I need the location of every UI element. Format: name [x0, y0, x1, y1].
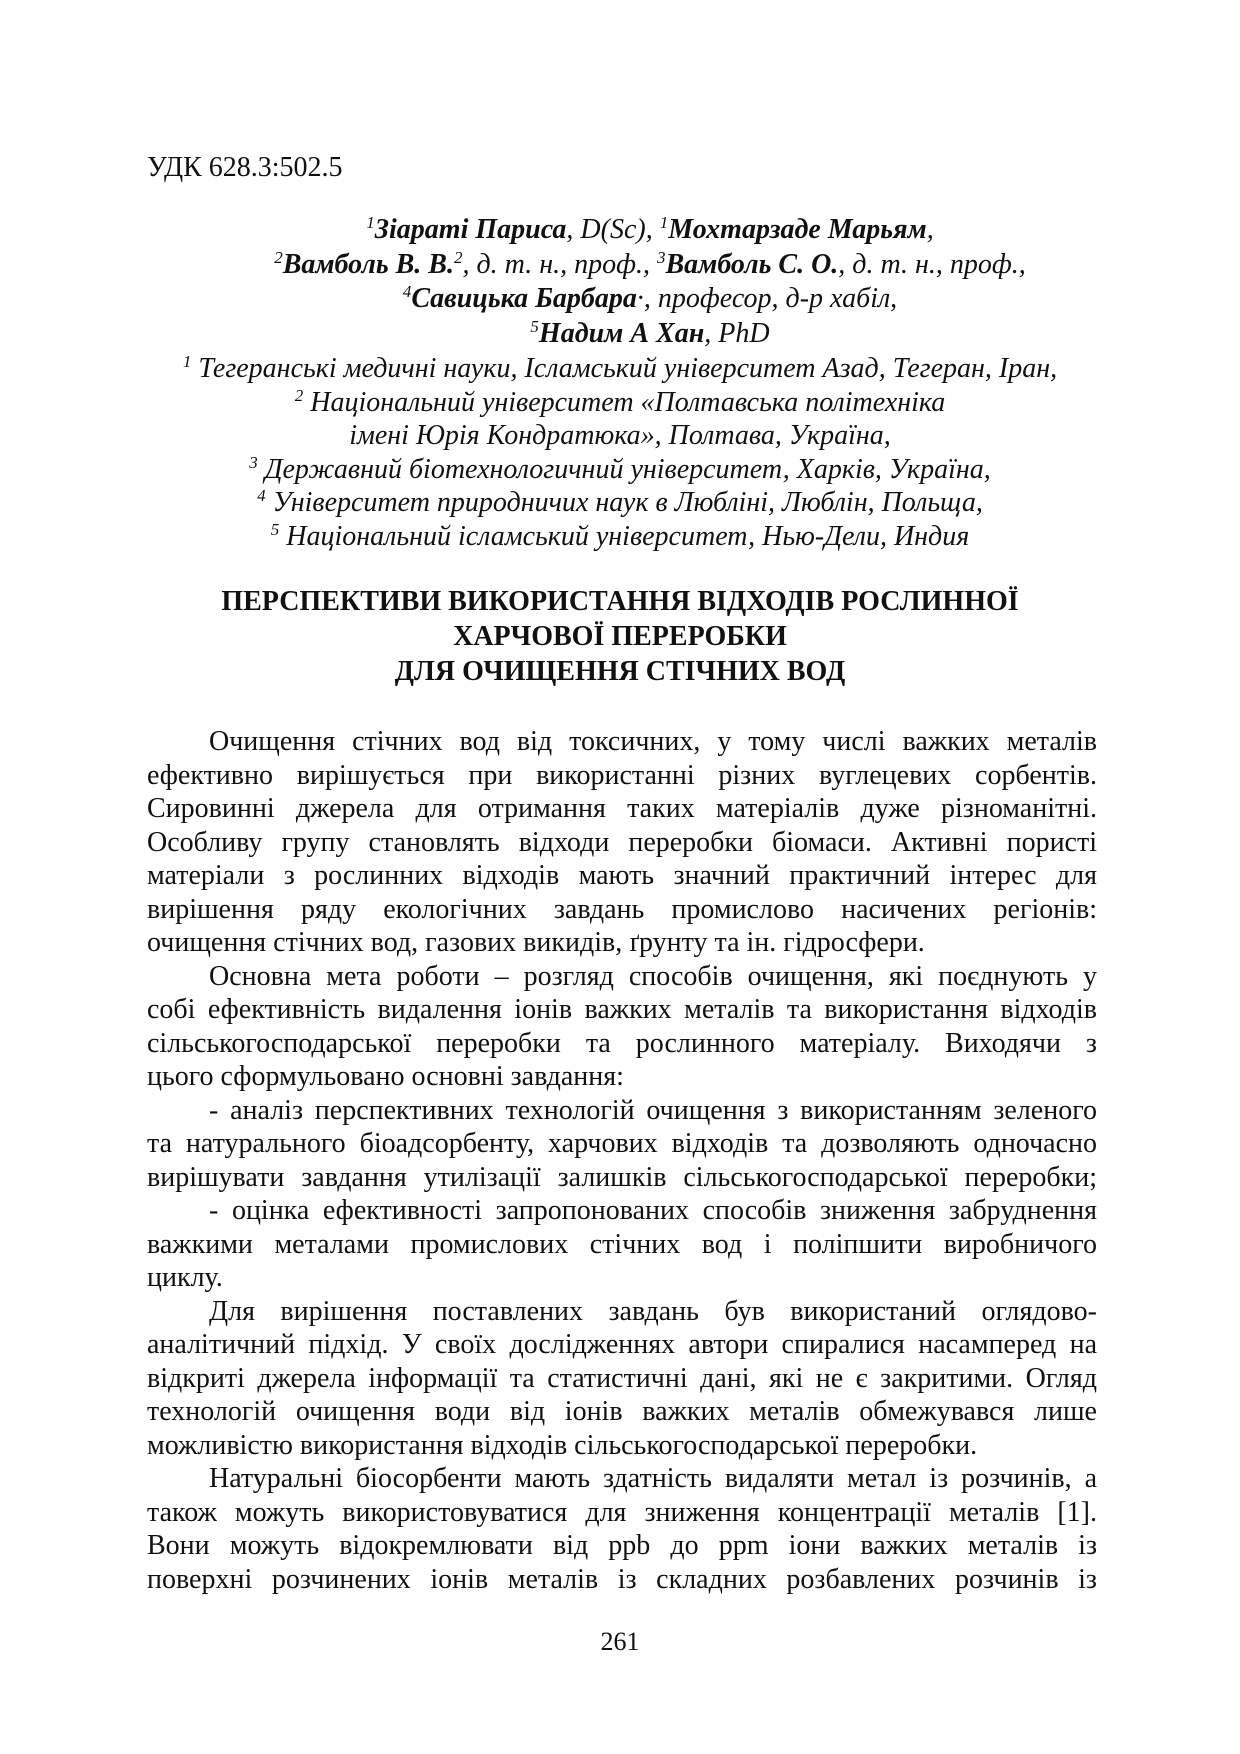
author-degree: ·, професор, д-р хабіл,	[636, 283, 898, 314]
text-line: циклу.	[147, 1262, 223, 1293]
affiliation-marker: 3	[249, 452, 258, 472]
author-name: Надим А Хан	[538, 317, 705, 349]
author-name: Зіараті Париса	[374, 214, 567, 245]
text-line: вирішувати завдання утилізації залишків сільськогосподарської переробки;	[147, 1161, 1097, 1193]
affiliation-line	[0, 453, 1240, 487]
text-line: Основна мета роботи – розгляд способів очищення, які поєднують у	[209, 960, 1097, 992]
text-line: можливістю використання відходів сільськогосподарської переробки.	[147, 1429, 978, 1461]
text-line: цього сформульовано основні завдання:	[147, 1061, 624, 1092]
text-line: Очищення стічних вод від токсичних, у тому числі важких металів	[209, 726, 1097, 757]
text-line: Особливу групу становлять відходи переробки біомаси. Активні пористі	[147, 826, 1097, 858]
affiliation-text: Університет природничих наук в Любліні, Люблін, Польща,	[265, 487, 983, 519]
affiliation-marker: 1	[366, 213, 375, 232]
text-line: відкриті джерела інформації та статистичні дані, які не є закритими. Огляд	[147, 1362, 1097, 1394]
text-line: Для вирішення поставлених завдань був використаний оглядово-	[209, 1295, 1097, 1327]
text-line: Натуральні біосорбенти мають здатність видаляти метал із розчинів, а	[209, 1463, 1097, 1494]
paragraph	[147, 1094, 1097, 1195]
affiliation-line	[0, 520, 1240, 554]
affiliation-marker: 4	[257, 486, 266, 506]
affiliation-marker: 4	[402, 282, 412, 301]
paragraph	[147, 960, 1097, 1094]
author-name: Вамболь В. В.	[282, 248, 454, 280]
affiliation-line	[0, 419, 1240, 453]
affiliation-marker: 2	[294, 385, 304, 405]
author-line	[60, 282, 1240, 317]
author-line	[60, 317, 1240, 352]
affiliation-marker: 5	[270, 519, 280, 539]
text-line: поверхні розчинених іонів металів із складних розбавлених розчинів із	[147, 1563, 1097, 1595]
text-line: матеріали з рослинних відходів мають значний практичний інтерес для	[147, 860, 1097, 891]
article-body	[147, 725, 1097, 1596]
udc-code: УДК 628.3:502.5	[147, 152, 343, 183]
text-line: також можуть використовуватися для зниження концентрації металів [1].	[147, 1496, 1097, 1528]
author-degree: , д. т. н., проф.,	[838, 248, 1026, 280]
affiliation-marker: 2	[274, 247, 283, 267]
text-line: вирішення ряду екологічних завдань промислово насичених регіонів:	[147, 893, 1097, 925]
paragraph	[147, 1194, 1097, 1295]
text-line: аналітичний підхід. У своїх дослідженнях автори спиралися насамперед на	[147, 1329, 1097, 1360]
affiliation-text: Тегеранські медичні науки, Ісламський університет Азад, Тегеран, Іран,	[191, 353, 1058, 384]
author-line	[60, 213, 1240, 248]
text-line: технологій очищення води від іонів важких металів обмежувався лише	[147, 1396, 1097, 1427]
author-line	[60, 248, 1240, 283]
affiliation-list	[0, 352, 1240, 554]
article-title	[0, 584, 1240, 689]
affiliation-marker: 1	[182, 352, 192, 371]
affiliation-line	[0, 486, 1240, 520]
affiliation-marker: 2	[453, 247, 463, 267]
affiliation-text: Державний біотехнологичний університет, Харків, Україна,	[257, 453, 991, 485]
affiliation-line	[0, 352, 1240, 386]
affiliation-text: Національний університет «Полтавська політехніка	[303, 386, 946, 418]
paragraph	[147, 1462, 1097, 1596]
text-line: Сировинні джерела для отримання таких матеріалів дуже різноманітні.	[147, 793, 1097, 824]
author-name: Вамболь С. О.	[665, 248, 839, 280]
author-degree: , д. т. н., проф.,	[462, 248, 657, 280]
author-list	[60, 213, 1240, 351]
text-line: та натурального біоадсорбенту, харчових відходів та дозволяють одночасно	[147, 1128, 1097, 1159]
affiliation-marker: 3	[656, 247, 666, 267]
author-degree: , PhD	[704, 317, 770, 349]
text-line: собі ефективність видалення іонів важких металів та використання відходів	[147, 994, 1097, 1025]
text-line: - аналіз перспективних технологій очищення з використанням зеленого	[209, 1094, 1097, 1126]
text-line: Вони можуть відокремлювати від ppb до ppm іони важких металів із	[147, 1530, 1097, 1561]
title-line: ДЛЯ ОЧИЩЕННЯ СТІЧНИХ ВОД	[394, 656, 846, 687]
paragraph	[147, 725, 1097, 960]
affiliation-text: імені Юрія Кондратюка», Полтава, Україна,	[349, 420, 891, 452]
page-number: 261	[600, 1627, 640, 1656]
affiliation-text: Національний ісламський університет, Нью-Дели, Индия	[279, 520, 970, 552]
author-name: Савицька Барбара	[411, 283, 637, 314]
text-line: очищення стічних вод, газових викидів, ґрунту та ін. гідросфери.	[147, 927, 925, 958]
title-line: ПЕРСПЕКТИВИ ВИКОРИСТАННЯ ВІДХОДІВ РОСЛИННОЇ	[221, 586, 1019, 617]
affiliation-line	[0, 386, 1240, 420]
author-degree: ,	[926, 214, 934, 245]
author-degree: , D(Sc),	[566, 214, 660, 245]
affiliation-marker: 1	[659, 213, 669, 232]
affiliation-marker: 5	[530, 316, 539, 336]
author-name: Мохтарзаде Марьям	[668, 214, 927, 245]
title-line: ХАРЧОВОЇ ПЕРЕРОБКИ	[453, 621, 787, 652]
paragraph	[147, 1295, 1097, 1463]
text-line: важкими металами промислових стічних вод і поліпшити виробничого	[147, 1228, 1097, 1260]
text-line: сільськогосподарської переробки та рослинного матеріалу. Виходячи з	[147, 1027, 1097, 1059]
text-line: - оцінка ефективності запропонованих способів зниження забруднення	[209, 1195, 1097, 1226]
text-line: ефективно вирішується при використанні різних вуглецевих сорбентів.	[147, 759, 1097, 791]
